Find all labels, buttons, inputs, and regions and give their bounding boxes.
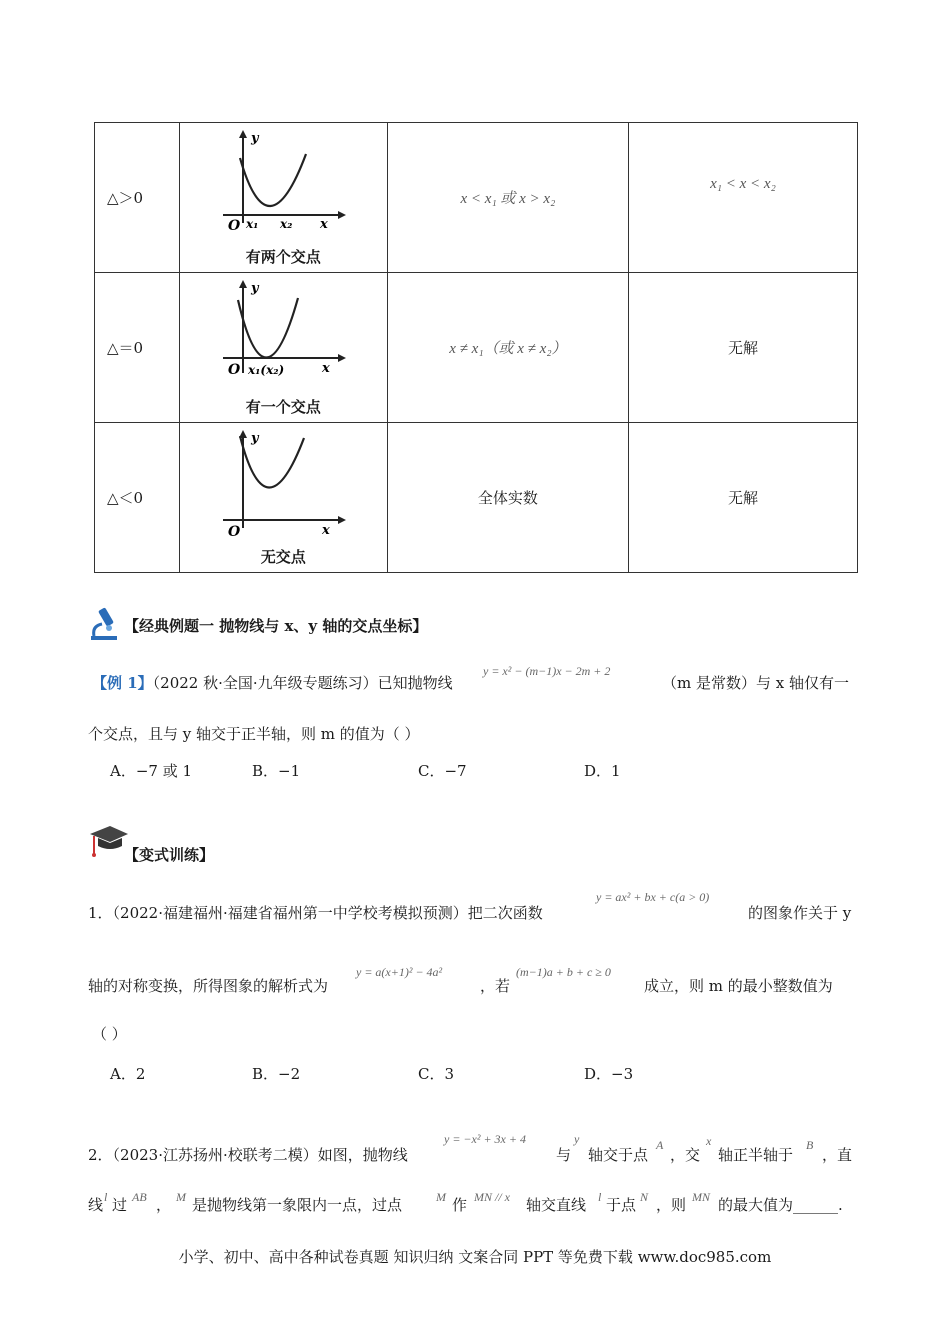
q2-t9: 作 <box>452 1196 468 1214</box>
example1-line1 <box>92 673 453 693</box>
q2-t1: 与 <box>556 1146 572 1164</box>
origin-label: O <box>228 524 241 540</box>
q2-B: B <box>806 1138 814 1152</box>
q1-text2c: 成立，则 m 的最小整数值为 <box>644 977 833 995</box>
choice-c[interactable]: C．−7 <box>418 762 467 780</box>
q2-t3: ，交 <box>670 1146 701 1164</box>
graph-caption: 有两个交点 <box>245 248 321 266</box>
q2-A: A <box>656 1138 664 1152</box>
q2-M: M <box>176 1190 186 1204</box>
q2-source: 2．（2023·江苏扬州·校联考二模）如图，抛物线 <box>88 1146 408 1164</box>
q2-t4: 轴正半轴于 <box>718 1146 794 1164</box>
q2-MN: MN <box>692 1190 710 1204</box>
choice-a[interactable]: A．2 <box>110 1065 146 1083</box>
solution-gt-cell: 全体实数 <box>387 423 628 573</box>
graph-cell <box>179 273 387 423</box>
y-axis-label: y <box>251 431 259 446</box>
q1-text3: （ ） <box>92 1025 127 1043</box>
q2-t6: 过 <box>112 1196 128 1214</box>
example-label: 【例 1】 <box>92 674 153 692</box>
choice-d[interactable]: D．1 <box>584 762 621 780</box>
delta-cell: △＜0 <box>95 423 180 573</box>
y-axis-label: y <box>251 131 259 146</box>
solution-gt-cell <box>387 123 628 273</box>
page-footer: 小学、初中、高中各种试卷真题 知识归纳 文案合同 PPT 等免费下载 www.doc985.com <box>178 1248 772 1266</box>
section-title-example: 【经典例题一 抛物线与 x、y 轴的交点坐标】 <box>124 617 428 635</box>
q1-text2a: 轴的对称变换，所得图象的解析式为 <box>88 977 329 995</box>
microscope-icon <box>88 606 122 642</box>
q2-t12: ，则 <box>656 1196 687 1214</box>
origin-label: O <box>228 362 241 378</box>
graph-caption: 有一个交点 <box>245 398 321 416</box>
x2-label: x₂ <box>280 217 293 231</box>
solution-gt: x ≠ x₁（或 x ≠ x₂） <box>449 341 567 357</box>
q1-formula3: (m−1)a + b + c ≥ 0 <box>516 965 611 979</box>
x1-label: x₁ <box>246 217 259 231</box>
x1x2-label: x₁(x₂) <box>248 363 285 377</box>
q2-y: y <box>574 1132 580 1146</box>
x-axis-label: x <box>322 361 331 376</box>
delta-cell: △＞0 <box>95 123 180 273</box>
q2-AB: AB <box>132 1190 147 1204</box>
solution-lt: 无解 <box>727 339 758 357</box>
q2-t10: 轴交直线 <box>526 1196 587 1214</box>
solution-gt-cell <box>387 273 628 423</box>
choice-b[interactable]: B．−1 <box>252 762 301 780</box>
solution-lt-cell <box>628 273 857 423</box>
parabola-no-root-graph <box>218 428 348 550</box>
y-axis-label: y <box>251 281 259 296</box>
parabola-one-root-graph <box>218 278 348 400</box>
graph-caption: 无交点 <box>260 548 306 566</box>
parabola-two-roots-graph <box>218 128 348 250</box>
q2-l1: 线 <box>88 1196 104 1214</box>
q1-text2b: ，若 <box>480 977 511 995</box>
q2-x: x <box>706 1134 712 1148</box>
q2-l: l <box>104 1190 108 1204</box>
q1-formula1: y = ax² + bx + c(a > 0) <box>596 890 710 904</box>
graph-cell <box>179 123 387 273</box>
q2-l2: l <box>598 1190 602 1204</box>
discriminant-table <box>94 122 858 573</box>
solution-lt-cell <box>628 123 857 273</box>
graph-cell <box>179 423 387 573</box>
solution-lt: x₁ < x < x₂ <box>710 176 776 192</box>
q2-t5: ，直 <box>822 1146 853 1164</box>
q1-text1: 的图象作关于 y <box>748 904 852 922</box>
q2-M2: M <box>436 1190 446 1204</box>
q2-formula: y = −x² + 3x + 4 <box>444 1132 526 1146</box>
q1-formula2: y = a(x+1)² − 4a² <box>356 965 443 979</box>
q2-N: N <box>640 1190 649 1204</box>
example-source: （2022 秋·全国·九年级专题练习）已知抛物线 <box>152 674 453 692</box>
choice-c[interactable]: C．3 <box>418 1065 455 1083</box>
q2-t8: 是抛物线第一象限内一点，过点 <box>192 1196 403 1214</box>
table-row <box>95 273 858 423</box>
choice-a[interactable]: A．−7 或 1 <box>110 762 193 780</box>
origin-label: O <box>228 218 241 234</box>
choice-d[interactable]: D．−3 <box>584 1065 634 1083</box>
example-text2: 个交点，且与 y 轴交于正半轴，则 m 的值为（ ） <box>88 725 420 743</box>
example-formula: y = x² − (m−1)x − 2m + 2 <box>483 664 611 678</box>
x-axis-label: x <box>322 523 331 538</box>
q2-t2: 轴交于点 <box>588 1146 649 1164</box>
q2-t13: 的最大值为______. <box>718 1196 843 1214</box>
table-row <box>95 123 858 273</box>
q2-t7: ， <box>156 1196 172 1214</box>
table-row <box>95 423 858 573</box>
solution-lt-cell: 无解 <box>628 423 857 573</box>
choice-b[interactable]: B．−2 <box>252 1065 301 1083</box>
section-title-practice: 【变式训练】 <box>124 846 215 864</box>
q2-MNx: MN // x <box>474 1190 510 1204</box>
q1-source: 1．（2022·福建福州·福建省福州第一中学校考模拟预测）把二次函数 <box>88 904 543 922</box>
example-text1: （m 是常数）与 x 轴仅有一 <box>662 674 849 692</box>
q2-t11: 于点 <box>606 1196 637 1214</box>
x-axis-label: x <box>320 217 329 232</box>
solution-gt: x < x₁ 或 x > x₂ <box>460 191 556 207</box>
delta-cell: △＝0 <box>95 273 180 423</box>
